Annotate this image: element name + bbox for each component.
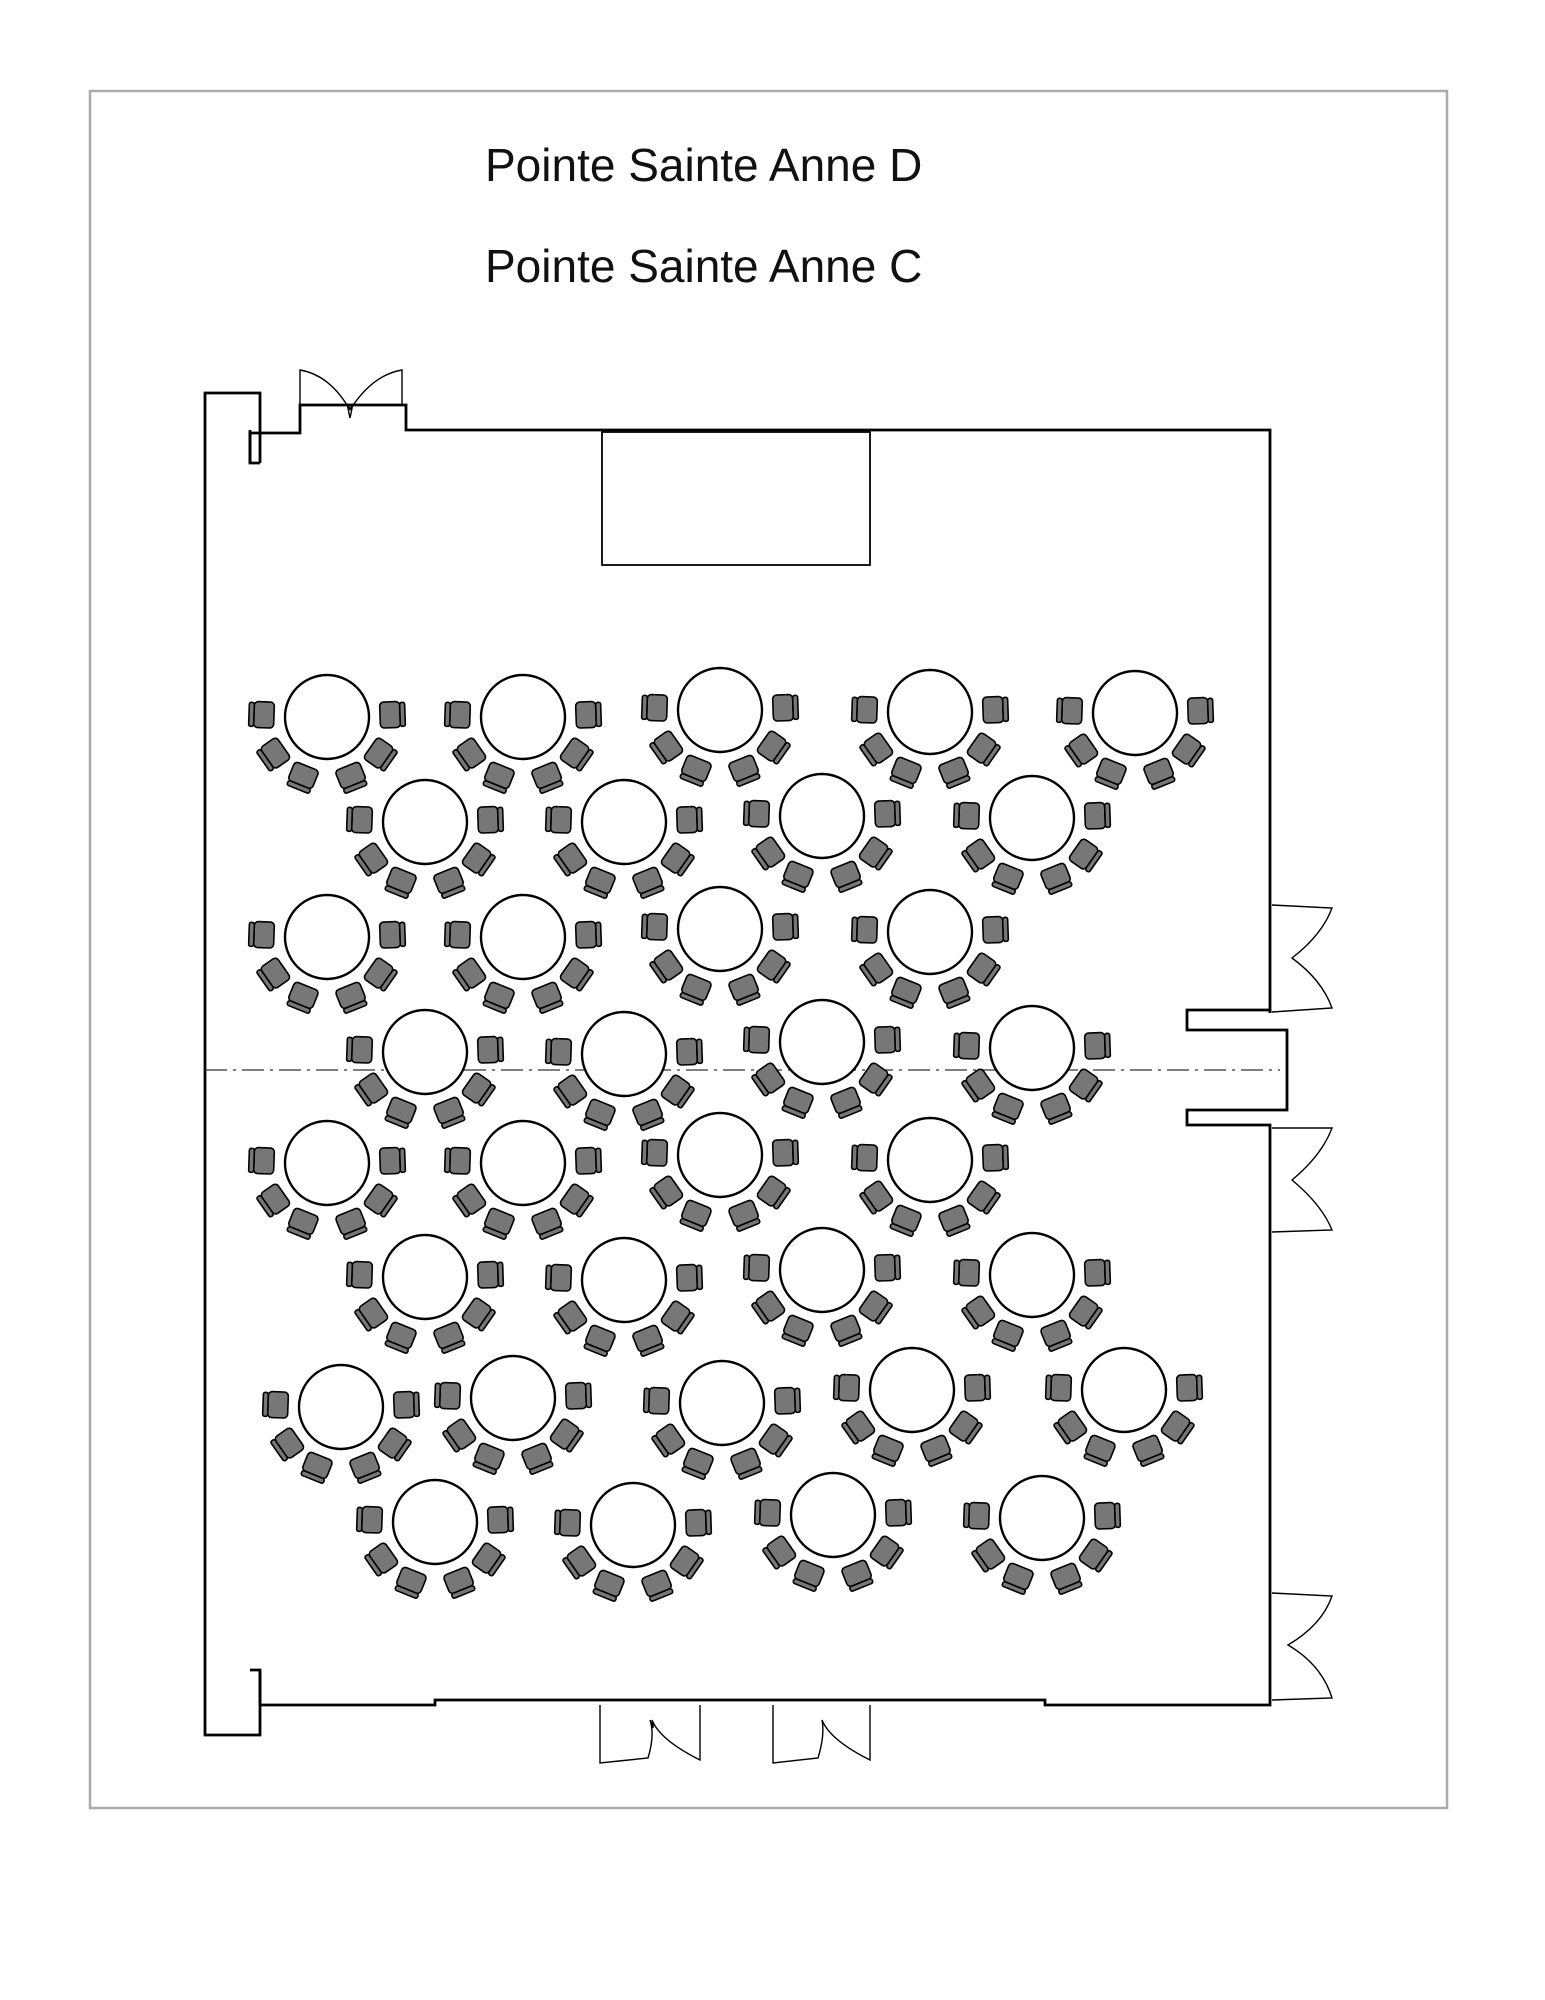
chair	[773, 1139, 794, 1166]
banquet-table	[546, 1012, 703, 1131]
round-table-top	[1000, 1476, 1084, 1560]
chair-back	[498, 1262, 504, 1286]
round-table-top	[481, 675, 565, 759]
round-table-top	[383, 780, 467, 864]
round-table-top	[582, 1012, 666, 1096]
round-table-top	[678, 887, 762, 971]
chair-back	[347, 1037, 353, 1061]
chair-back	[546, 1265, 552, 1289]
chair-back	[1003, 697, 1009, 721]
chair-back	[755, 1500, 761, 1524]
chair	[773, 913, 794, 940]
chair-back	[795, 1388, 801, 1412]
chair-back	[964, 1503, 970, 1527]
chair	[380, 701, 401, 728]
chair-back	[793, 1140, 799, 1164]
room-label-c: Pointe Sainte Anne C	[485, 240, 923, 292]
chair-back	[445, 1148, 451, 1172]
chair	[380, 921, 401, 948]
banquet-table	[445, 1121, 602, 1240]
banquet-table	[755, 1473, 912, 1592]
chair	[488, 1506, 509, 1533]
round-table-top	[888, 670, 972, 754]
door-top-left	[300, 370, 402, 418]
round-table-top	[582, 1238, 666, 1322]
chair	[983, 1144, 1004, 1171]
chair	[677, 1264, 698, 1291]
chair	[352, 1036, 373, 1063]
chair	[352, 1261, 373, 1288]
chair	[450, 1147, 471, 1174]
chair	[362, 1506, 383, 1533]
door-bottom-left	[600, 1705, 700, 1763]
chair-back	[555, 1510, 561, 1534]
banquet-table	[744, 1000, 901, 1119]
round-table-top	[285, 675, 369, 759]
chair-back	[642, 914, 648, 938]
chair	[268, 1391, 289, 1418]
round-table-top	[990, 1006, 1074, 1090]
chair	[749, 1026, 770, 1053]
chair	[686, 1509, 707, 1536]
banquet-table	[744, 774, 901, 893]
chair	[450, 921, 471, 948]
round-table-top	[791, 1473, 875, 1557]
chair-back	[906, 1500, 912, 1524]
banquet-table	[249, 675, 406, 794]
chair	[886, 1499, 907, 1526]
round-table-top	[1082, 1348, 1166, 1432]
banquet-table	[1046, 1348, 1203, 1467]
round-table-top	[870, 1348, 954, 1432]
chair	[773, 694, 794, 721]
chair	[983, 916, 1004, 943]
chair-back	[852, 917, 858, 941]
round-table-top	[285, 895, 369, 979]
chair-back	[546, 1039, 552, 1063]
chair	[254, 1147, 275, 1174]
chair-back	[793, 695, 799, 719]
banquet-table	[954, 1006, 1111, 1125]
chair-back	[435, 1383, 441, 1407]
chair-back	[1105, 1260, 1111, 1284]
round-table-top	[383, 1010, 467, 1094]
banquet-table	[546, 1238, 703, 1357]
chair	[576, 701, 597, 728]
chair-back	[249, 1148, 255, 1172]
banquet-table	[954, 776, 1111, 895]
chair-back	[400, 922, 406, 946]
chair	[551, 1038, 572, 1065]
wall-left	[205, 393, 260, 1735]
round-table-top	[582, 780, 666, 864]
chair	[1085, 1259, 1106, 1286]
chair	[450, 701, 471, 728]
chair-back	[586, 1383, 592, 1407]
chair-back	[1115, 1503, 1121, 1527]
room-walls	[205, 393, 1287, 1735]
chair-back	[644, 1388, 650, 1412]
chair	[983, 696, 1004, 723]
chair-back	[546, 807, 552, 831]
table-layout	[249, 668, 1214, 1602]
chair-back	[895, 801, 901, 825]
round-table-top	[780, 774, 864, 858]
banquet-table	[744, 1228, 901, 1347]
banquet-table	[249, 895, 406, 1014]
chair-back	[1003, 917, 1009, 941]
chair	[1095, 1502, 1116, 1529]
banquet-table	[964, 1476, 1121, 1595]
round-table-top	[888, 1118, 972, 1202]
round-table-top	[481, 1121, 565, 1205]
banquet-table	[852, 890, 1009, 1009]
chair	[749, 1254, 770, 1281]
chair-back	[263, 1392, 269, 1416]
chair-back	[642, 1140, 648, 1164]
chair	[1085, 1032, 1106, 1059]
chair	[959, 1259, 980, 1286]
chair	[566, 1382, 587, 1409]
banquet-table	[263, 1365, 420, 1484]
chair-back	[508, 1507, 514, 1531]
banquet-table	[642, 887, 799, 1006]
chair	[649, 1387, 670, 1414]
banquet-table	[834, 1348, 991, 1467]
chair	[254, 701, 275, 728]
chair-back	[445, 922, 451, 946]
chair	[775, 1387, 796, 1414]
round-table-top	[591, 1483, 675, 1567]
chair	[551, 1264, 572, 1291]
chair-back	[498, 1037, 504, 1061]
chair-back	[445, 702, 451, 726]
banquet-table	[347, 780, 504, 899]
chair-back	[596, 922, 602, 946]
round-table-top	[481, 895, 565, 979]
banquet-table	[642, 668, 799, 787]
wall-bottom	[260, 1593, 1270, 1705]
chair-back	[834, 1375, 840, 1399]
chair	[576, 921, 597, 948]
round-table-top	[1093, 671, 1177, 755]
chair	[875, 1026, 896, 1053]
chair-back	[697, 807, 703, 831]
chair	[352, 806, 373, 833]
chair	[965, 1374, 986, 1401]
chair-back	[954, 1033, 960, 1057]
chair	[394, 1391, 415, 1418]
chair-back	[1208, 698, 1214, 722]
banquet-table	[642, 1113, 799, 1232]
round-table-top	[678, 1113, 762, 1197]
round-table-top	[680, 1361, 764, 1445]
chair-back	[1105, 1033, 1111, 1057]
chair	[875, 1254, 896, 1281]
chair-back	[895, 1255, 901, 1279]
chair	[560, 1509, 581, 1536]
chair-back	[596, 1148, 602, 1172]
banquet-table	[445, 895, 602, 1014]
chair-back	[744, 1027, 750, 1051]
chair	[677, 806, 698, 833]
round-table-top	[678, 668, 762, 752]
chair	[551, 806, 572, 833]
chair	[857, 1144, 878, 1171]
banquet-table	[347, 1235, 504, 1354]
chair	[1188, 697, 1209, 724]
wall-right-mid	[1187, 1010, 1287, 1230]
chair-back	[1003, 1145, 1009, 1169]
chair	[760, 1499, 781, 1526]
chair	[1062, 697, 1083, 724]
door-right-middle	[1272, 1128, 1332, 1232]
chair-back	[1057, 698, 1063, 722]
chair	[576, 1147, 597, 1174]
round-table-top	[285, 1121, 369, 1205]
banquet-table	[954, 1233, 1111, 1352]
round-table-top	[990, 776, 1074, 860]
chair-back	[1197, 1375, 1203, 1399]
chair-back	[249, 702, 255, 726]
round-table-top	[383, 1235, 467, 1319]
chair	[959, 802, 980, 829]
chair-back	[1105, 803, 1111, 827]
chair-back	[697, 1265, 703, 1289]
chair-back	[400, 702, 406, 726]
chair	[478, 806, 499, 833]
chair-back	[596, 702, 602, 726]
chair-back	[852, 697, 858, 721]
chair	[857, 696, 878, 723]
chair	[1177, 1374, 1198, 1401]
banquet-table	[546, 780, 703, 899]
chair-back	[400, 1148, 406, 1172]
banquet-table	[1057, 671, 1214, 790]
banquet-table	[852, 670, 1009, 789]
chair	[969, 1502, 990, 1529]
chair-back	[347, 1262, 353, 1286]
chair	[857, 916, 878, 943]
round-table-top	[471, 1356, 555, 1440]
chair	[254, 921, 275, 948]
chair	[647, 1139, 668, 1166]
round-table-top	[393, 1480, 477, 1564]
door-right-lower	[1272, 1593, 1332, 1700]
door-right-upper	[1272, 905, 1332, 1012]
chair-back	[1046, 1375, 1052, 1399]
banquet-table	[445, 675, 602, 794]
chair-back	[642, 695, 648, 719]
chair-back	[793, 914, 799, 938]
banquet-table	[435, 1356, 592, 1475]
chair-back	[347, 807, 353, 831]
chair	[749, 800, 770, 827]
chair-back	[744, 801, 750, 825]
door-bottom-right	[773, 1705, 870, 1763]
chair-back	[498, 807, 504, 831]
round-table-top	[299, 1365, 383, 1449]
chair-back	[414, 1392, 420, 1416]
round-table-top	[990, 1233, 1074, 1317]
chair-back	[697, 1039, 703, 1063]
chair	[380, 1147, 401, 1174]
chair-back	[895, 1027, 901, 1051]
chair-back	[744, 1255, 750, 1279]
round-table-top	[780, 1228, 864, 1312]
stage-area	[602, 432, 870, 565]
chair	[875, 800, 896, 827]
chair	[839, 1374, 860, 1401]
round-table-top	[888, 890, 972, 974]
chair	[647, 913, 668, 940]
chair-back	[357, 1507, 363, 1531]
banquet-table	[357, 1480, 514, 1599]
chair-back	[985, 1375, 991, 1399]
room-label-d: Pointe Sainte Anne D	[485, 139, 923, 191]
chair	[647, 694, 668, 721]
chair	[1085, 802, 1106, 829]
chair-back	[249, 922, 255, 946]
chair-back	[706, 1510, 712, 1534]
chair-back	[954, 1260, 960, 1284]
banquet-table	[555, 1483, 712, 1602]
chair-back	[852, 1145, 858, 1169]
chair	[440, 1382, 461, 1409]
chair	[677, 1038, 698, 1065]
round-table-top	[780, 1000, 864, 1084]
banquet-table	[852, 1118, 1009, 1237]
chair	[478, 1261, 499, 1288]
chair	[959, 1032, 980, 1059]
banquet-table	[644, 1361, 801, 1480]
chair-back	[954, 803, 960, 827]
banquet-table	[249, 1121, 406, 1240]
chair	[478, 1036, 499, 1063]
chair	[1051, 1374, 1072, 1401]
